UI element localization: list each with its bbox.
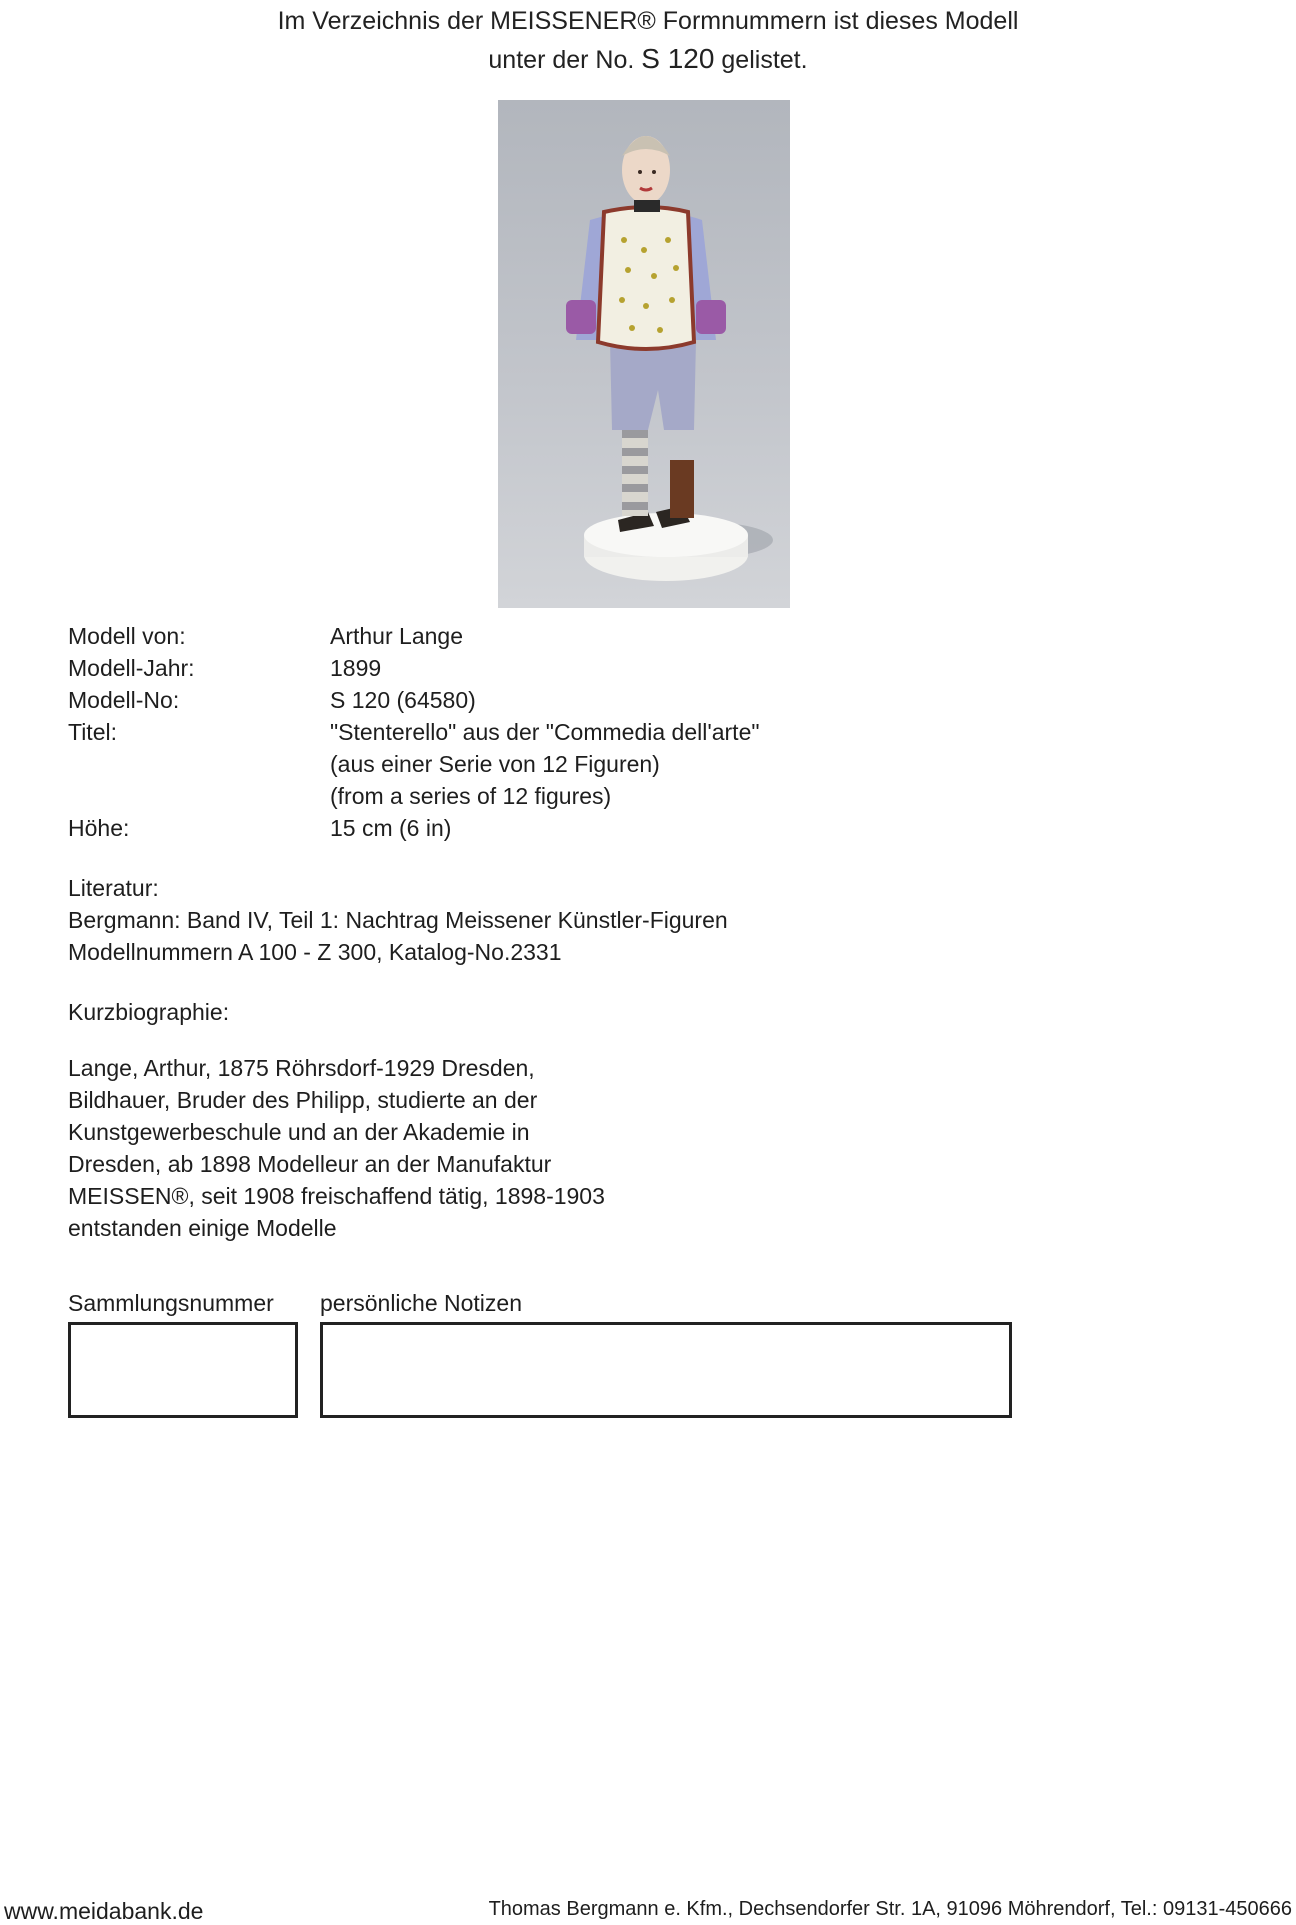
detail-row-modell-jahr [68,652,968,684]
titel-label: Titel: [68,719,117,745]
model-details [68,620,968,1244]
modell-von-label: Modell von: [68,623,186,649]
bio-line: Dresden, ab 1898 Modelleur an der Manufaktur [68,1151,552,1177]
figure-illustration [498,100,790,608]
sammlungsnummer-label: Sammlungsnummer [68,1290,274,1316]
detail-row-titel [68,716,968,812]
modell-jahr-value: 1899 [330,655,382,681]
titel-value [330,716,968,812]
footer-website[interactable]: www.meidabank.de [4,1898,204,1924]
bio-line: Bildhauer, Bruder des Philipp, studierte an der [68,1087,538,1113]
sammlungsnummer-box[interactable] [68,1322,298,1418]
titel-line-2: (aus einer Serie von 12 Figuren) [330,751,660,777]
notizen-box[interactable] [320,1322,1012,1418]
header [0,2,1296,79]
detail-row-modell-no [68,684,968,716]
notizen-label: persönliche Notizen [320,1290,523,1316]
modell-no-label: Modell-No: [68,687,180,713]
header-line-2-pre: unter der No. [488,46,635,74]
model-number: S 120 [641,43,715,74]
literatur-label: Literatur: [68,875,159,901]
bio-line: entstanden einige Modelle [68,1215,337,1241]
modell-no-value: S 120 (64580) [330,687,476,713]
bio-line: Kunstgewerbeschule und an der Akademie in [68,1119,530,1145]
detail-row-modell-von [68,620,968,652]
literatur-line-1: Bergmann: Band IV, Teil 1: Nachtrag Meissener Künstler-Figuren [68,907,728,933]
hoehe-value: 15 cm (6 in) [330,815,452,841]
header-line-2 [0,40,1296,79]
hoehe-label: Höhe: [68,815,130,841]
detail-row-hoehe [68,812,968,844]
kurzbiographie-label: Kurzbiographie: [68,999,230,1025]
bio-line: MEISSEN®, seit 1908 freischaffend tätig, 1898-1903 [68,1183,605,1209]
modell-von-value: Arthur Lange [330,623,463,649]
bio-line: Lange, Arthur, 1875 Röhrsdorf-1929 Dresden, [68,1055,535,1081]
modell-jahr-label: Modell-Jahr: [68,655,195,681]
porcelain-figure-image [498,100,790,608]
header-line-2-post: gelistet. [721,46,808,74]
literatur-line-2: Modellnummern A 100 - Z 300, Katalog-No.2331 [68,939,562,965]
footer-address: Thomas Bergmann e. Kfm., Dechsendorfer Str. 1A, 91096 Möhrendorf, Tel.: 09131-450666 [488,1898,1292,1920]
titel-line-3: (from a series of 12 figures) [330,783,612,809]
titel-line-1: "Stenterello" aus der "Commedia dell'arte" [330,719,760,745]
biography-text [68,1052,968,1244]
header-line-1: Im Verzeichnis der MEISSENER® Formnummern ist dieses Modell [277,7,1019,35]
